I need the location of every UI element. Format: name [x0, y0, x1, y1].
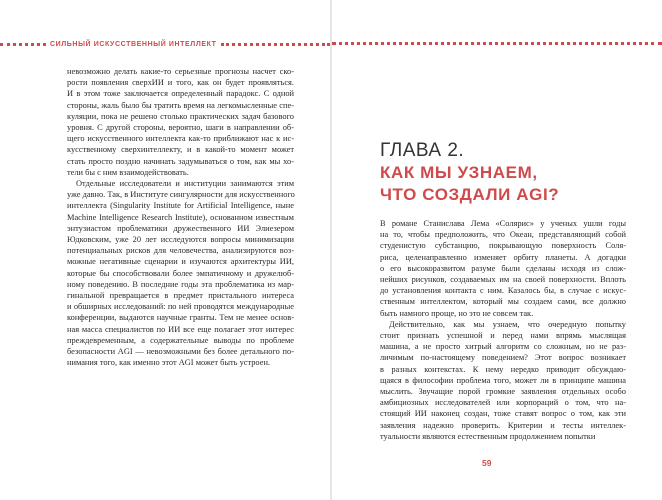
text-line: в разных контекстах. К нему нередко приводит обсуждаю- [380, 364, 626, 374]
text-line: нейших рисунков, создаваемых им на своей поверхности. Вплоть [380, 275, 626, 285]
text-line: Действительно, как мы узнаем, что очередную попытку [389, 319, 626, 329]
text-line: интеллекта (Singularity Institute for Artificial Intelligence, ныне [67, 201, 294, 211]
text-line: стоящий ИИ наконец создан, тоже ставят вопрос о том, как эти [380, 409, 626, 419]
text-line: уже давно. Так, в Институте сингулярности для искусственного [67, 190, 295, 200]
text-line: потенциальных рисков для человечества, анализируются воз- [67, 246, 294, 256]
text-line: гинальной превращается в предмет пристального интереса [67, 291, 294, 301]
text-line: стоит признать успешной и перед нами впрямь мыслящая [380, 331, 626, 341]
text-line: и обширных исследований: по ней проводятся международные [67, 302, 294, 312]
text-line: безопасности AGI — невозможными без более детального по- [67, 347, 294, 357]
text-line: машина, а не просто хитрый алгоритм со сложным, но не раз- [380, 342, 626, 352]
text-line: преждевременным, а содержательные выводы по проблеме [67, 335, 294, 345]
chapter-title [380, 162, 640, 206]
text-line: тели бы с ним взаимодействовать. [67, 167, 189, 177]
running-header [0, 38, 330, 50]
text-line: быть намного проще, но это не совсем так. [380, 308, 534, 318]
text-line: амбициозных исследователей или корпораций о том, что на- [380, 398, 626, 408]
text-line: В романе Станислава Лема «Солярис» у ученых ушли годы [380, 219, 626, 228]
text-line: которые бы способствовали более эмпатичному и дружелюб- [67, 268, 294, 278]
paragraph [67, 66, 294, 178]
text-line: до установления контакта с ним. Казалось бы, в случае с искус- [380, 286, 626, 296]
paragraph [67, 178, 294, 368]
text-line: невозможно делать какие-то серьезные прогнозы насчет ско- [67, 67, 294, 76]
left-page [0, 0, 330, 500]
text-line: И в этом тоже заключается определенный парадокс. С одной [67, 89, 294, 99]
text-line: туальности являются естественным продолжением попытки [380, 431, 596, 441]
text-line: щаяся в философии проблема того, может ли в принципе машина [380, 375, 626, 385]
text-line: щего искусственного интеллекта как-то приближают нас к ис- [67, 134, 294, 144]
text-line: стать просто поздно начинать задумываться о том, как мы хо- [67, 156, 294, 166]
chapter-title-line: ЧТО СОЗДАЛИ AGI? [380, 185, 560, 204]
text-line: Machine Intelligence Research Institute), основанном известным [67, 212, 294, 222]
paragraph [380, 319, 626, 442]
text-line: кусственному сверхинтеллекту, и в какой-то момент может [67, 145, 294, 155]
text-line: рости появления сверхИИ и того, как он будет проявляться. [67, 78, 294, 88]
text-line: можные негативные сценарии и изучаются архитектуры ИИ, [67, 257, 294, 267]
text-line: мыслить. Звучащие порой громкие заявления отдельных особо [380, 387, 626, 397]
text-line: ственным интеллектом, который мы создаем сами, все должно [380, 297, 626, 307]
text-line: заявления надежно проверить. Критерии и тесты интеллек- [380, 420, 626, 430]
text-line: куляции, пока не решено столько практических задач базового [67, 111, 294, 121]
running-header-title: СИЛЬНЫЙ ИСКУССТВЕННЫЙ ИНТЕЛЛЕКТ [50, 40, 217, 48]
text-line: Отдельные исследователи и институции занимаются этим [76, 179, 294, 189]
right-page [332, 0, 662, 500]
header-dash-left [0, 43, 46, 46]
text-line: нимания того, как именно этот AGI может быть устроен. [67, 358, 271, 368]
header-dash-right-page [332, 42, 662, 45]
chapter-title-line: КАК МЫ УЗНАЕМ, [380, 163, 538, 182]
text-line: студенистую субстанцию, покрывающую поверхность Соля- [380, 241, 626, 251]
text-line: на то, чтобы предположить, что Океан, представляющий собой [380, 230, 626, 240]
text-line: стороны, жаль было бы тратить время на легкомысленные спе- [67, 100, 294, 110]
right-body-text [380, 218, 626, 442]
text-line: энтузиастом проблематики дружественного ИИ Элиезером [67, 223, 294, 233]
text-line: о его высокоразвитом разуме были сделаны исходя из слож- [380, 263, 626, 273]
page-number: 59 [482, 458, 492, 468]
text-line: риса, целенаправленно изменяет орбиту планеты. А догадки [380, 252, 626, 262]
text-line: ному поведению. В последние годы эта проблематика из мар- [67, 279, 294, 289]
text-line: конференции, выдаются научные гранты. Тем не менее основ- [67, 313, 294, 323]
left-body-text [67, 66, 294, 368]
text-line: личимым по-настоящему поведением? Этот вопрос возникает [380, 353, 626, 363]
text-line: Юдковским, уже 20 лет исследуются вопросы минимизации [67, 235, 294, 245]
chapter-label: ГЛАВА 2. [380, 140, 465, 161]
header-dash-right [221, 43, 330, 46]
paragraph [380, 218, 626, 319]
text-line: уровня. С другой стороны, вероятно, шаги в направлении об- [67, 123, 294, 133]
text-line: ная масса специалистов по ИИ все еще полагает этот интерес [67, 324, 294, 334]
